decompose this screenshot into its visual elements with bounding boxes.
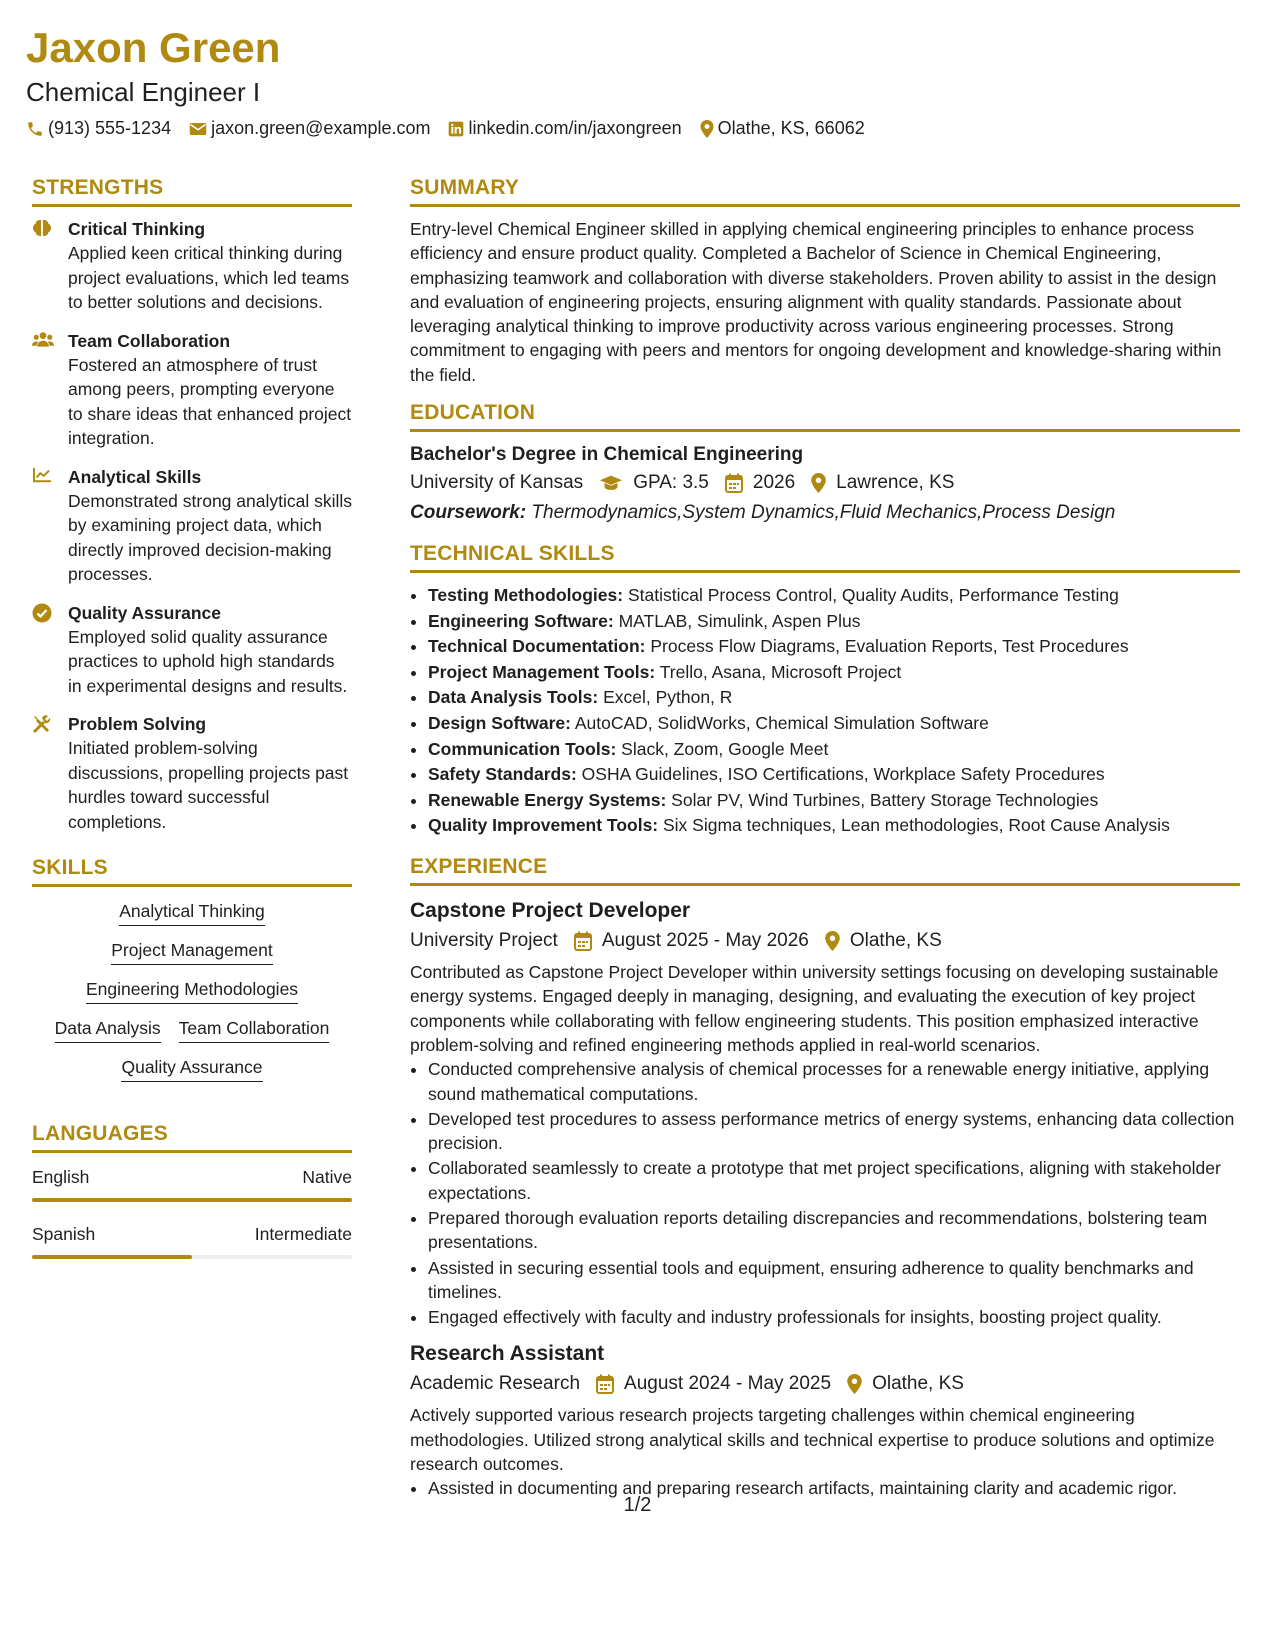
contact-email xyxy=(189,118,430,139)
skill-tag: Project Management xyxy=(111,940,272,965)
strength-desc: Initiated problem-solving discussions, propelling projects past hurdles toward successful completions. xyxy=(68,738,349,832)
skills-list xyxy=(32,897,352,1100)
calendar-icon xyxy=(574,931,592,951)
language-item xyxy=(32,1167,352,1202)
technical-skills-heading: TECHNICAL SKILLS xyxy=(410,542,1240,573)
list-item: • Prepared thorough evaluation reports detailing discrepancies and recommendations, bolstering team presentations. xyxy=(428,1206,1240,1255)
job-bullets xyxy=(410,1057,1240,1329)
location-text: Olathe, KS, 66062 xyxy=(717,118,865,138)
school-location: Lawrence, KS xyxy=(836,472,955,494)
calendar-icon xyxy=(596,1374,614,1394)
job-org: University Project xyxy=(410,930,558,952)
strength-desc: Demonstrated strong analytical skills by examining project data, which directly improved decision-making processes. xyxy=(68,490,353,584)
strength-title: Quality Assurance xyxy=(68,602,222,623)
contact-location xyxy=(700,118,865,139)
job-entry xyxy=(410,1339,1240,1500)
language-level: Intermediate xyxy=(254,1224,352,1244)
skill-tag: Analytical Thinking xyxy=(119,901,265,926)
strength-desc: Fostered an atmosphere of trust among peers, prompting everyone to share ideas that enhanced project integration. xyxy=(68,354,352,448)
list-item: • Collaborated seamlessly to create a prototype that met project specifications, aligning with stakeholder expectations. xyxy=(428,1156,1240,1205)
list-item: • Testing Methodologies: Statistical Process Control, Quality Audits, Performance Testing xyxy=(428,583,1240,609)
map-pin-icon xyxy=(825,931,840,951)
list-item: • Conducted comprehensive analysis of chemical processes for a renewable energy initiative, applying sound mathematical computations. xyxy=(428,1057,1240,1106)
map-pin-icon xyxy=(847,1374,862,1394)
job-meta xyxy=(410,1369,1240,1399)
job-org: Academic Research xyxy=(410,1373,581,1395)
job-meta xyxy=(410,926,1240,956)
contact-linkedin xyxy=(448,118,681,139)
strength-desc: Applied keen critical thinking during project evaluations, which led teams to better solutions and decisions. xyxy=(68,243,350,312)
experience-heading: EXPERIENCE xyxy=(410,855,1240,886)
job-description: Contributed as Capstone Project Developer within university settings focusing on developing sustainable energy systems. Engaged deeply in managing, designing, and evaluating the execution of key project components while collaborating with fellow engineering students. This position emphasized interactive problem-solving and refined engineering methods applied in real-world scenarios. xyxy=(410,962,1219,1055)
list-item: • Engaged effectively with faculty and industry professionals for insights, boosting project quality. xyxy=(428,1305,1240,1329)
contact-phone xyxy=(26,118,171,139)
coursework-list: Thermodynamics,System Dynamics,Fluid Mechanics,Process Design xyxy=(531,502,1116,524)
strength-title: Problem Solving xyxy=(68,714,207,734)
list-item: • Safety Standards: OSHA Guidelines, ISO Certifications, Workplace Safety Procedures xyxy=(428,762,1240,788)
skill-tag: Team Collaboration xyxy=(179,1018,330,1043)
chart-line-icon xyxy=(32,467,52,483)
right-column xyxy=(410,176,1240,1511)
linkedin-icon xyxy=(448,121,464,137)
skill-tag: Engineering Methodologies xyxy=(86,979,298,1004)
summary-heading: SUMMARY xyxy=(410,176,1240,207)
school-name: University of Kansas xyxy=(410,472,584,494)
graduation-year: 2026 xyxy=(752,472,796,494)
coursework-label: Coursework: xyxy=(410,502,527,524)
language-level: Native xyxy=(302,1167,352,1187)
technical-skills-list xyxy=(410,583,1240,839)
job-location: Olathe, KS xyxy=(872,1373,964,1395)
skills-heading: SKILLS xyxy=(32,856,352,887)
resume-header xyxy=(26,22,1249,139)
phone-text[interactable]: (913) 555-1234 xyxy=(48,118,172,138)
list-item: • Technical Documentation: Process Flow Diagrams, Evaluation Reports, Test Procedures xyxy=(428,634,1240,660)
language-item xyxy=(32,1224,352,1259)
language-proficiency-fill xyxy=(32,1198,352,1202)
language-proficiency-fill xyxy=(32,1255,192,1259)
list-item: • Quality Improvement Tools: Six Sigma techniques, Lean methodologies, Root Cause Analysis xyxy=(428,813,1240,839)
list-item: • Communication Tools: Slack, Zoom, Google Meet xyxy=(428,737,1240,763)
tools-icon xyxy=(32,714,52,734)
map-pin-icon xyxy=(811,473,826,493)
graduation-cap-icon xyxy=(599,474,623,492)
language-proficiency-bar xyxy=(32,1198,352,1202)
strength-title: Analytical Skills xyxy=(68,466,202,487)
phone-icon xyxy=(26,120,44,138)
list-item: • Developed test procedures to assess performance metrics of energy systems, enhancing data collection precision. xyxy=(428,1107,1240,1156)
job-title: Research Assistant xyxy=(410,1342,605,1366)
check-circle-icon xyxy=(32,603,52,623)
strength-desc: Employed solid quality assurance practices to uphold high standards in experimental designs and results. xyxy=(68,626,348,696)
education-meta xyxy=(410,468,1240,498)
language-name: English xyxy=(32,1167,90,1187)
strengths-heading: STRENGTHS xyxy=(32,176,352,207)
coursework xyxy=(410,498,1240,528)
calendar-icon xyxy=(725,473,743,493)
left-column xyxy=(32,176,352,1281)
page-number: 1/2 xyxy=(623,1494,652,1516)
list-item: • Assisted in securing essential tools and equipment, ensuring adherence to quality benchmarks and timelines. xyxy=(428,1256,1240,1305)
list-item: • Project Management Tools: Trello, Asana, Microsoft Project xyxy=(428,660,1240,686)
languages-heading: LANGUAGES xyxy=(32,1122,352,1153)
list-item: • Engineering Software: MATLAB, Simulink, Aspen Plus xyxy=(428,609,1240,635)
strength-item xyxy=(32,329,352,451)
strength-title: Critical Thinking xyxy=(68,219,206,239)
skill-tag: Data Analysis xyxy=(55,1018,161,1043)
contact-row xyxy=(26,118,1249,139)
summary-text: Entry-level Chemical Engineer skilled in applying chemical engineering principles to enhance process efficiency and ensure product quality. Completed a Bachelor of Science in Chemical Engineering, emphasizing teamwork and collaboration with diverse stakeholders. Proven ability to assist in the design and evaluation of engineering projects, ensuring alignment with quality standards. Passionate about leveraging analytical thinking to improve productivity across various engineering processes. Strong commitment to engaging with peers and mentors for ongoing development and knowledge-sharing within the field. xyxy=(410,219,1222,385)
strength-item xyxy=(32,465,352,587)
strength-title: Team Collaboration xyxy=(68,330,231,351)
job-location: Olathe, KS xyxy=(849,930,942,952)
strength-item xyxy=(32,712,352,834)
list-item: • Data Analysis Tools: Excel, Python, R xyxy=(428,685,1240,711)
email-link[interactable]: jaxon.green@example.com xyxy=(211,118,431,138)
job-dates: August 2025 - May 2026 xyxy=(601,930,809,952)
gpa-text: GPA: 3.5 xyxy=(633,472,709,494)
strength-item xyxy=(32,217,352,315)
language-proficiency-bar xyxy=(32,1255,352,1259)
job-title: Chemical Engineer I xyxy=(26,77,261,107)
envelope-icon xyxy=(189,121,207,137)
list-item: • Assisted in documenting and preparing research artifacts, maintaining clarity and academic rigor. xyxy=(428,1476,1240,1500)
job-description: Actively supported various research projects targeting challenges within chemical engineering methodologies. Utilized strong analytical skills and technical expertise to produce solutions and optimize research outcomes. xyxy=(410,1405,1215,1475)
list-item: • Design Software: AutoCAD, SolidWorks, Chemical Simulation Software xyxy=(428,711,1240,737)
candidate-name: Jaxon Green xyxy=(26,24,281,71)
education-heading: EDUCATION xyxy=(410,401,1240,432)
job-entry xyxy=(410,896,1240,1329)
skill-tag: Quality Assurance xyxy=(121,1057,262,1082)
language-name: Spanish xyxy=(32,1224,96,1244)
linkedin-link[interactable]: linkedin.com/in/jaxongreen xyxy=(468,118,682,138)
job-title: Capstone Project Developer xyxy=(410,899,691,923)
strength-item xyxy=(32,601,352,699)
users-icon xyxy=(32,331,54,347)
list-item: • Renewable Energy Systems: Solar PV, Wind Turbines, Battery Storage Technologies xyxy=(428,788,1240,814)
job-dates: August 2024 - May 2025 xyxy=(624,1373,832,1395)
map-pin-icon xyxy=(700,120,714,138)
degree-title: Bachelor's Degree in Chemical Engineering xyxy=(410,444,804,466)
brain-icon xyxy=(32,219,52,237)
